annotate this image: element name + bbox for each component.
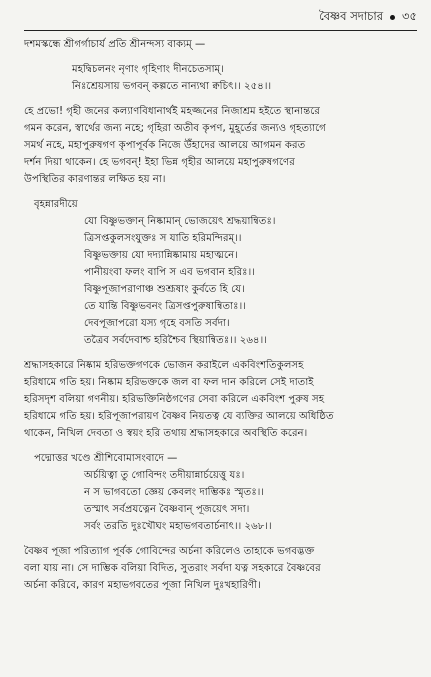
intro-line-1: দশমস্কন্ধে শ্রীগর্গাচার্য প্রতি শ্রীনন্দস্য বাক্যম্ — — [24, 39, 206, 50]
bullet-dot — [390, 15, 395, 20]
verse-line: অর্চয়িত্বা তু গোবিন্দং তদীয়ান্নার্চয়েত্তু যঃ। — [84, 470, 245, 481]
verse-line: বিষ্ণুপূজাপরাণাঞ্চ শুশ্রূষাং কুর্বতে হি যে। — [84, 284, 245, 295]
verse-line: তস্মাৎ সর্বপ্রযত্নেন বৈষ্ণবান্ পূজয়েৎ সদা। — [84, 504, 250, 515]
verse-line: যো বিষ্ণুভক্তান্ নিষ্কামান্ ভোজয়েৎ শ্রদ্ধয়ান্বিতঃ। — [84, 216, 276, 227]
paragraph-1 — [24, 103, 417, 188]
page-body — [24, 36, 417, 594]
para-line: হরিধামে গতি হয়। হরিপূজাপরায়ণ বৈষ্ণব নিয়তত্ব যে ব্যক্তির আলয়ে অধিষ্ঠিত — [24, 411, 334, 422]
para-line: বৈষ্ণব পূজা পরিত্যাগ পূর্বক গোবিন্দের অর্চনা করিলেও তাহাকে ভগবদ্ভক্ত — [24, 546, 315, 557]
intro-line-3: পদ্মোত্তর খণ্ডে শ্রীশিবোমাসংবাদে — — [34, 453, 178, 464]
verse-block-1 — [24, 61, 417, 95]
verse-line: নিঃশ্রেয়সায় ভগবন্ কল্পতে নান্যথা ক্বচিৎ।। ২৫৪।। — [72, 81, 272, 92]
paragraph-3 — [24, 543, 417, 594]
verse-line: দেবপূজাপরো যস্য গৃহে বসতি সর্বদা। — [84, 318, 230, 329]
para-line: থাকেন, নিখিল দেবতা ও স্বয়ং হরি তথায় শ্রদ্ধাসহকারে অবস্থিতি করেন। — [24, 428, 308, 439]
paragraph-2 — [24, 357, 417, 442]
para-line: উপস্থিতির কারণান্তর লক্ষিত হয় না। — [24, 174, 166, 185]
verse-line: মহদ্বিচলনং নৃণাং গৃহিণাং দীনচেতসাম্। — [72, 64, 224, 75]
para-line: বলা যায় না। সে দাম্ভিক বলিয়া বিদিত, সুতরাং সর্বদা যত্ন সহকারে বৈষ্ণবের — [24, 563, 321, 574]
verse-block-3 — [24, 467, 417, 535]
verse-line: ত্রিসপ্তকুলসংযুক্তঃ স যাতি হরিমন্দিরম্।। — [84, 233, 242, 244]
header-rule — [24, 30, 417, 31]
page-number: ৩৫ — [402, 8, 417, 23]
verse-line: ন স ভাগবতো জ্ঞেয় কেবলং দাম্ভিকঃ স্মৃতঃ।। — [84, 487, 265, 498]
verse-line: তত্রৈব সর্বদেবাশ্চ হরিশ্চৈব স্থিয়ান্বিতঃ।। ২৬৪।। — [84, 335, 267, 346]
para-line: শ্রদ্ধাসহকারে নিষ্কাম হরিভক্তগণকে ভোজন করাইলে একবিংশতিকুলসহ — [24, 360, 304, 371]
running-header — [24, 6, 417, 28]
para-line: হরিধামে গতি হয়। নিষ্কাম হরিভক্তকে জল বা ফল দান করিলে সেই দাতাই — [24, 377, 314, 388]
para-line: হে প্রভো! গৃহী জনের কল্যাণবিধানার্থই মহজ্জনের নিজাশ্রম হইতে স্থানান্তরে — [24, 106, 320, 117]
verse-line: সর্বং তরতি দুঃখৌঘং মহাভগবতার্চনাৎ।। ২৬৮।। — [84, 521, 272, 532]
para-line: সমর্থ নহে, মহাপুরুষগণ কৃপাপূর্বক নিজে উঁহাদের আলয়ে আগমন করত — [24, 140, 306, 151]
running-title: বৈষ্ণব সদাচার — [319, 8, 384, 23]
verse-line: তে যান্তি বিষ্ণুভবনং ত্রিসপ্তপুরুষান্বিতাঃ।। — [84, 301, 246, 312]
verse-line: পানীয়ংবা ফলং বাপি স এব ভগবান হরিঃ।। — [84, 267, 255, 278]
verse-block-2 — [24, 213, 417, 349]
para-line: দর্শন দিয়া থাকেন। হে ভগবন্! ইহা ভিন্ন গৃহীর আলয়ে মহাপুরুষগণের — [24, 157, 295, 168]
para-line: অর্চনা করিবে, কারণ মহাভগবতের পূজা নিখিল দুঃখহারিণী। — [24, 580, 261, 591]
para-line: গমন করেন, স্বার্থের জন্য নহে; গৃহিরা অতীব কৃপণ, মুহূর্তের জন্যও গৃহত্যাগে — [24, 123, 326, 134]
intro-line-2: বৃহন্নারদীয়ে — [34, 199, 78, 210]
verse-line: বিষ্ণুভক্তায় যো দদ্যান্নিষ্কামায় মহাত্মনে। — [84, 250, 238, 261]
para-line: হরিসদৃশ বলিয়া গণনীয়। হরিভক্তিনিষ্ঠগণের সেবা করিলে একবিংশ পুরুষ সহ — [24, 394, 325, 405]
